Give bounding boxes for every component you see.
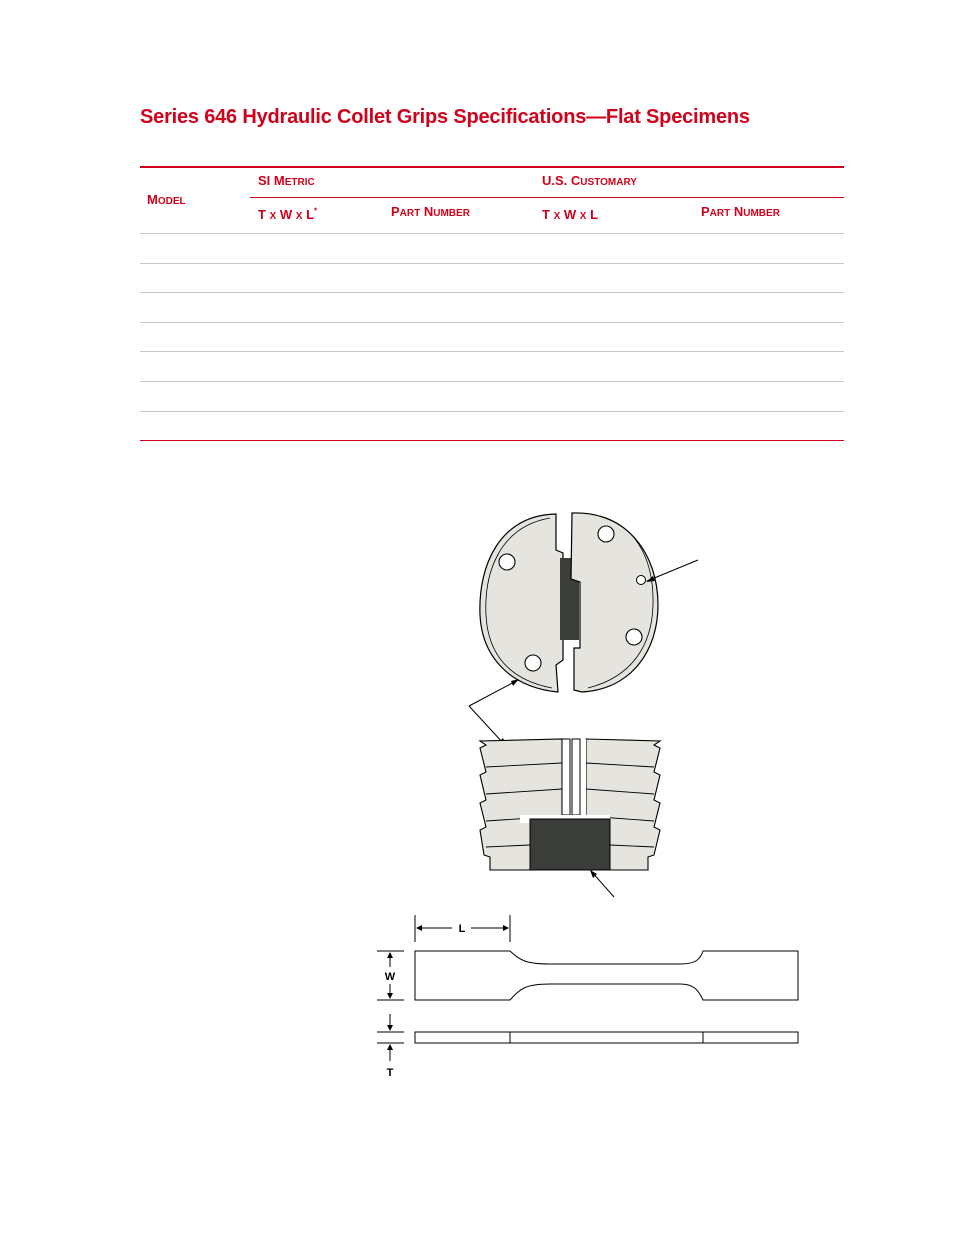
label-length: L (458, 923, 466, 935)
table-row (140, 292, 844, 293)
specimen-edge-view (415, 1032, 798, 1043)
bolt-hole (499, 554, 515, 570)
collet-left-half (480, 514, 563, 692)
collet-right-half (571, 513, 658, 692)
dimension-thickness (377, 1014, 404, 1061)
table-row (140, 233, 844, 234)
header-si-dimensions: T X W X L* (258, 206, 318, 222)
specimen-top-view (415, 951, 798, 1000)
bolt-hole (525, 655, 541, 671)
table-top-rule (140, 166, 844, 168)
specifications-table (140, 166, 844, 441)
label-thickness: T (386, 1067, 394, 1079)
table-row (140, 322, 844, 323)
collet-insert-side (530, 819, 610, 870)
page-title: Series 646 Hydraulic Collet Grips Specifications—Flat Specimens (140, 106, 750, 128)
label-width: W (384, 971, 396, 983)
header-us-part-number: PART NUMBER (701, 204, 780, 219)
table-row (140, 381, 844, 382)
header-si-metric: SI METRIC (258, 173, 315, 188)
table-bottom-rule (140, 440, 844, 441)
footnote-mark: * (314, 206, 318, 216)
bolt-hole (626, 629, 642, 645)
header-divider-rule (250, 197, 844, 198)
pin-hole (637, 576, 646, 585)
callout-collet (469, 679, 519, 746)
table-row (140, 411, 844, 412)
bolt-hole (598, 526, 614, 542)
table-row (140, 263, 844, 264)
header-us-dimensions: T X W X L (542, 207, 599, 222)
table-row (140, 351, 844, 352)
callout-insert (590, 870, 614, 897)
header-us-customary: U.S. CUSTOMARY (542, 173, 637, 188)
collet-grip-figure (360, 505, 810, 1085)
header-si-part-number: PART NUMBER (391, 204, 470, 219)
header-model: MODEL (147, 192, 186, 207)
